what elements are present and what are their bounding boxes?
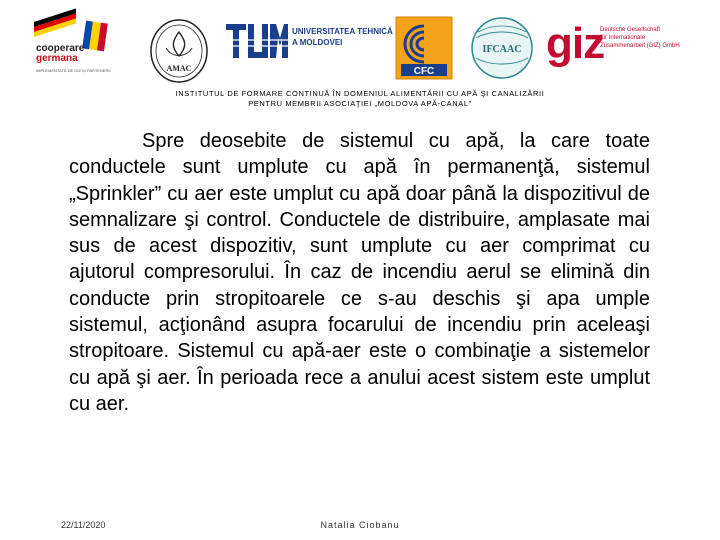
cfc-logo-text: CFC xyxy=(413,66,435,77)
ifcaac-logo xyxy=(470,16,534,80)
utm-logo xyxy=(224,20,393,66)
giz-wordmark: giz xyxy=(546,19,605,68)
utm-emblem-icon xyxy=(224,20,290,66)
institute-header-line1: INSTITUTUL DE FORMARE CONTINUĂ ÎN DOMENIUL ALIMENTĂRII CU APĂ ŞI CANALIZĂRII xyxy=(175,89,545,98)
cooperare-germana-logo xyxy=(34,22,124,84)
giz-organization-name: Deutsche Gesellschaft für Internationale Zusammenarbeit (GIZ) GmbH xyxy=(600,27,680,49)
footer-author: Natalia Ciobanu xyxy=(320,520,400,530)
footer-date: 22/11/2020 xyxy=(61,520,106,530)
cfc-logo xyxy=(395,16,453,80)
amac-logo xyxy=(148,18,210,84)
german-flag-icon xyxy=(34,8,76,38)
giz-logo xyxy=(546,20,716,76)
cooperare-germana-wordmark: cooperare germana xyxy=(36,43,85,64)
ifcaac-logo-text: IFCAAC xyxy=(482,44,522,55)
amac-logo-text: AMAC xyxy=(166,64,192,73)
institute-header xyxy=(0,89,720,109)
moldova-flag-icon xyxy=(82,21,108,52)
logo-strip xyxy=(0,8,720,88)
institute-header-line2: PENTRU MEMBRII ASOCIAŢIEI „MOLDOVA APĂ-CANAL” xyxy=(248,99,472,108)
cooperare-germana-subtitle: IMPLEMENTATĂ DE GIZ ȘI PARTENERII xyxy=(36,68,111,73)
body-paragraph: Spre deosebite de sistemul cu apă, la care toate conductele sunt umplute cu apă în permanenţă, sistemul „Sprinkler” cu aer este umplut cu apă doar până la dispozitivul de semnalizare şi control. Conductele de distribuire, amplasate mai sus de acest dispozitiv, sunt umplute cu aer comprimat cu ajutorul compresorului. În caz de incendiu aerul se elimină din conducte prin stropitoarele ce s-au deschis şi apa umple sistemul, acţionând asupra focarului de incendiu prin aceleaşi stropitoare. Sistemul cu apă-aer este o combinaţie a sistemelor cu apă şi aer. În perioada rece a anului acest sistem este umplut cu aer. xyxy=(69,130,650,415)
utm-wordmark: UNIVERSITATEA TEHNICĂ A MOLDOVEI xyxy=(292,27,393,47)
